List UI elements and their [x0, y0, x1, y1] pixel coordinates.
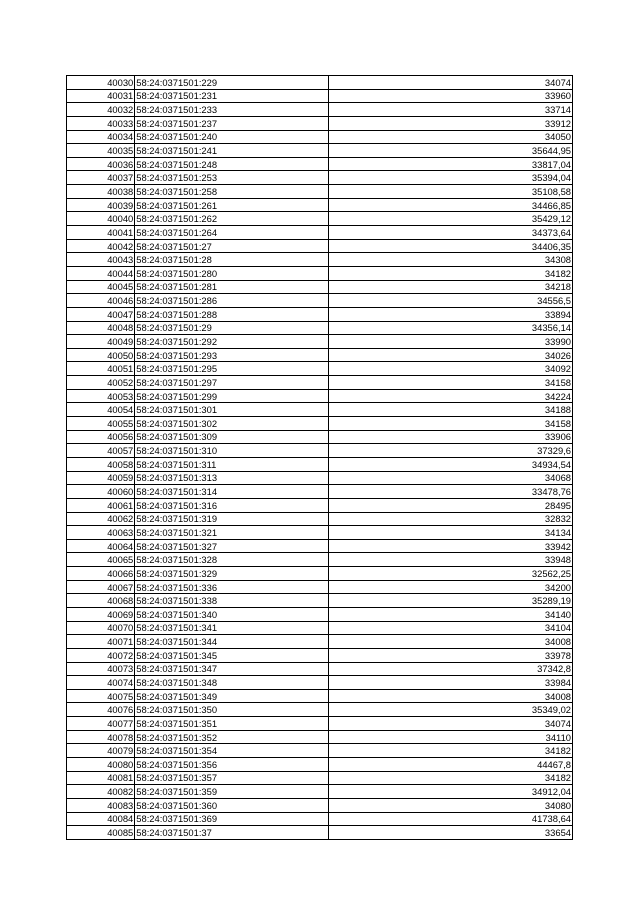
row-id-cell: 40073 — [67, 662, 135, 676]
table-row — [67, 676, 573, 690]
value-cell: 33990 — [329, 335, 573, 349]
row-id-cell: 40074 — [67, 676, 135, 690]
cadastral-number-cell: 58:24:0371501:253 — [135, 171, 329, 185]
value-cell: 34466,85 — [329, 198, 573, 212]
cadastral-number-cell: 58:24:0371501:233 — [135, 103, 329, 117]
table-row — [67, 171, 573, 185]
row-id-cell: 40052 — [67, 376, 135, 390]
cadastral-number-cell: 58:24:0371501:316 — [135, 498, 329, 512]
table-row — [67, 417, 573, 431]
row-id-cell: 40068 — [67, 594, 135, 608]
value-cell: 34182 — [329, 266, 573, 280]
cadastral-number-cell: 58:24:0371501:321 — [135, 526, 329, 540]
table-row — [67, 812, 573, 826]
row-id-cell: 40061 — [67, 498, 135, 512]
row-id-cell: 40060 — [67, 485, 135, 499]
cadastral-number-cell: 58:24:0371501:345 — [135, 648, 329, 662]
table-row — [67, 389, 573, 403]
row-id-cell: 40070 — [67, 621, 135, 635]
value-cell: 34912,04 — [329, 785, 573, 799]
value-cell: 34080 — [329, 798, 573, 812]
row-id-cell: 40032 — [67, 103, 135, 117]
cadastral-number-cell: 58:24:0371501:310 — [135, 444, 329, 458]
value-cell: 34134 — [329, 526, 573, 540]
table-row — [67, 266, 573, 280]
table-row — [67, 212, 573, 226]
value-cell: 34200 — [329, 580, 573, 594]
cadastral-number-cell: 58:24:0371501:27 — [135, 239, 329, 253]
row-id-cell: 40054 — [67, 403, 135, 417]
table-row — [67, 76, 573, 90]
table-row — [67, 553, 573, 567]
data-table — [66, 75, 573, 840]
table-row — [67, 130, 573, 144]
cadastral-number-cell: 58:24:0371501:281 — [135, 280, 329, 294]
row-id-cell: 40069 — [67, 607, 135, 621]
value-cell: 34026 — [329, 348, 573, 362]
table-row — [67, 185, 573, 199]
value-cell: 37342,8 — [329, 662, 573, 676]
value-cell: 34934,54 — [329, 457, 573, 471]
row-id-cell: 40044 — [67, 266, 135, 280]
row-id-cell: 40065 — [67, 553, 135, 567]
row-id-cell: 40072 — [67, 648, 135, 662]
value-cell: 35108,58 — [329, 185, 573, 199]
table-row — [67, 689, 573, 703]
table-row — [67, 717, 573, 731]
row-id-cell: 40076 — [67, 703, 135, 717]
table-row — [67, 471, 573, 485]
value-cell: 33948 — [329, 553, 573, 567]
row-id-cell: 40067 — [67, 580, 135, 594]
row-id-cell: 40081 — [67, 771, 135, 785]
table-row — [67, 198, 573, 212]
cadastral-number-cell: 58:24:0371501:297 — [135, 376, 329, 390]
cadastral-number-cell: 58:24:0371501:357 — [135, 771, 329, 785]
row-id-cell: 40084 — [67, 812, 135, 826]
cadastral-number-cell: 58:24:0371501:313 — [135, 471, 329, 485]
row-id-cell: 40062 — [67, 512, 135, 526]
row-id-cell: 40042 — [67, 239, 135, 253]
cadastral-number-cell: 58:24:0371501:354 — [135, 744, 329, 758]
cadastral-number-cell: 58:24:0371501:28 — [135, 253, 329, 267]
row-id-cell: 40041 — [67, 226, 135, 240]
cadastral-number-cell: 58:24:0371501:351 — [135, 717, 329, 731]
row-id-cell: 40037 — [67, 171, 135, 185]
value-cell: 34182 — [329, 771, 573, 785]
cadastral-number-cell: 58:24:0371501:37 — [135, 826, 329, 840]
row-id-cell: 40085 — [67, 826, 135, 840]
value-cell: 35289,19 — [329, 594, 573, 608]
table-row — [67, 103, 573, 117]
cadastral-number-cell: 58:24:0371501:288 — [135, 307, 329, 321]
table-row — [67, 512, 573, 526]
cadastral-number-cell: 58:24:0371501:350 — [135, 703, 329, 717]
row-id-cell: 40030 — [67, 76, 135, 90]
value-cell: 33906 — [329, 430, 573, 444]
table-row — [67, 157, 573, 171]
row-id-cell: 40034 — [67, 130, 135, 144]
cadastral-number-cell: 58:24:0371501:237 — [135, 116, 329, 130]
cadastral-number-cell: 58:24:0371501:280 — [135, 266, 329, 280]
table-row — [67, 635, 573, 649]
cadastral-number-cell: 58:24:0371501:344 — [135, 635, 329, 649]
cadastral-number-cell: 58:24:0371501:328 — [135, 553, 329, 567]
table-row — [67, 253, 573, 267]
cadastral-number-cell: 58:24:0371501:261 — [135, 198, 329, 212]
row-id-cell: 40056 — [67, 430, 135, 444]
value-cell: 34158 — [329, 417, 573, 431]
value-cell: 34110 — [329, 730, 573, 744]
row-id-cell: 40075 — [67, 689, 135, 703]
value-cell: 34140 — [329, 607, 573, 621]
value-cell: 34224 — [329, 389, 573, 403]
value-cell: 34074 — [329, 76, 573, 90]
cadastral-number-cell: 58:24:0371501:349 — [135, 689, 329, 703]
value-cell: 33960 — [329, 89, 573, 103]
row-id-cell: 40043 — [67, 253, 135, 267]
row-id-cell: 40046 — [67, 294, 135, 308]
row-id-cell: 40063 — [67, 526, 135, 540]
row-id-cell: 40045 — [67, 280, 135, 294]
table-row — [67, 580, 573, 594]
value-cell: 41738,64 — [329, 812, 573, 826]
value-cell: 34373,64 — [329, 226, 573, 240]
row-id-cell: 40039 — [67, 198, 135, 212]
table-row — [67, 771, 573, 785]
row-id-cell: 40036 — [67, 157, 135, 171]
cadastral-number-cell: 58:24:0371501:329 — [135, 567, 329, 581]
cadastral-number-cell: 58:24:0371501:262 — [135, 212, 329, 226]
cadastral-number-cell: 58:24:0371501:295 — [135, 362, 329, 376]
value-cell: 33714 — [329, 103, 573, 117]
cadastral-number-cell: 58:24:0371501:319 — [135, 512, 329, 526]
table-row — [67, 703, 573, 717]
row-id-cell: 40066 — [67, 567, 135, 581]
cadastral-number-cell: 58:24:0371501:29 — [135, 321, 329, 335]
value-cell: 44467,8 — [329, 758, 573, 772]
cadastral-number-cell: 58:24:0371501:258 — [135, 185, 329, 199]
value-cell: 34104 — [329, 621, 573, 635]
cadastral-number-cell: 58:24:0371501:240 — [135, 130, 329, 144]
table-row — [67, 648, 573, 662]
row-id-cell: 40051 — [67, 362, 135, 376]
table-row — [67, 280, 573, 294]
value-cell: 34308 — [329, 253, 573, 267]
table-row — [67, 294, 573, 308]
table-row — [67, 116, 573, 130]
table-row — [67, 403, 573, 417]
table-row — [67, 335, 573, 349]
row-id-cell: 40079 — [67, 744, 135, 758]
row-id-cell: 40083 — [67, 798, 135, 812]
value-cell: 37329,6 — [329, 444, 573, 458]
cadastral-number-cell: 58:24:0371501:301 — [135, 403, 329, 417]
cadastral-number-cell: 58:24:0371501:314 — [135, 485, 329, 499]
cadastral-number-cell: 58:24:0371501:327 — [135, 539, 329, 553]
value-cell: 32562,25 — [329, 567, 573, 581]
cadastral-number-cell: 58:24:0371501:311 — [135, 457, 329, 471]
value-cell: 34158 — [329, 376, 573, 390]
cadastral-number-cell: 58:24:0371501:359 — [135, 785, 329, 799]
table-row — [67, 526, 573, 540]
row-id-cell: 40048 — [67, 321, 135, 335]
row-id-cell: 40050 — [67, 348, 135, 362]
row-id-cell: 40047 — [67, 307, 135, 321]
table-row — [67, 457, 573, 471]
row-id-cell: 40058 — [67, 457, 135, 471]
cadastral-number-cell: 58:24:0371501:293 — [135, 348, 329, 362]
value-cell: 34074 — [329, 717, 573, 731]
value-cell: 34356,14 — [329, 321, 573, 335]
table-body — [67, 76, 573, 840]
table-row — [67, 239, 573, 253]
cadastral-number-cell: 58:24:0371501:347 — [135, 662, 329, 676]
row-id-cell: 40038 — [67, 185, 135, 199]
table-row — [67, 539, 573, 553]
value-cell: 33978 — [329, 648, 573, 662]
value-cell: 32832 — [329, 512, 573, 526]
value-cell: 28495 — [329, 498, 573, 512]
table-row — [67, 430, 573, 444]
cadastral-number-cell: 58:24:0371501:231 — [135, 89, 329, 103]
table-row — [67, 621, 573, 635]
value-cell: 33912 — [329, 116, 573, 130]
table-row — [67, 662, 573, 676]
value-cell: 34182 — [329, 744, 573, 758]
table-row — [67, 144, 573, 158]
cadastral-number-cell: 58:24:0371501:264 — [135, 226, 329, 240]
cadastral-number-cell: 58:24:0371501:286 — [135, 294, 329, 308]
cadastral-number-cell: 58:24:0371501:292 — [135, 335, 329, 349]
value-cell: 33984 — [329, 676, 573, 690]
value-cell: 33654 — [329, 826, 573, 840]
table-row — [67, 348, 573, 362]
value-cell: 34218 — [329, 280, 573, 294]
table-row — [67, 785, 573, 799]
table-row — [67, 758, 573, 772]
row-id-cell: 40077 — [67, 717, 135, 731]
row-id-cell: 40071 — [67, 635, 135, 649]
cadastral-number-cell: 58:24:0371501:352 — [135, 730, 329, 744]
row-id-cell: 40053 — [67, 389, 135, 403]
value-cell: 34008 — [329, 635, 573, 649]
cadastral-number-cell: 58:24:0371501:229 — [135, 76, 329, 90]
table-row — [67, 744, 573, 758]
row-id-cell: 40059 — [67, 471, 135, 485]
cadastral-number-cell: 58:24:0371501:309 — [135, 430, 329, 444]
row-id-cell: 40078 — [67, 730, 135, 744]
value-cell: 34008 — [329, 689, 573, 703]
value-cell: 33817,04 — [329, 157, 573, 171]
table-row — [67, 567, 573, 581]
table-row — [67, 321, 573, 335]
table-row — [67, 89, 573, 103]
value-cell: 34556,5 — [329, 294, 573, 308]
row-id-cell: 40057 — [67, 444, 135, 458]
table-row — [67, 485, 573, 499]
row-id-cell: 40040 — [67, 212, 135, 226]
row-id-cell: 40031 — [67, 89, 135, 103]
table-row — [67, 444, 573, 458]
cadastral-number-cell: 58:24:0371501:356 — [135, 758, 329, 772]
value-cell: 34092 — [329, 362, 573, 376]
value-cell: 34068 — [329, 471, 573, 485]
cadastral-number-cell: 58:24:0371501:336 — [135, 580, 329, 594]
value-cell: 34050 — [329, 130, 573, 144]
value-cell: 34406,35 — [329, 239, 573, 253]
row-id-cell: 40035 — [67, 144, 135, 158]
cadastral-number-cell: 58:24:0371501:248 — [135, 157, 329, 171]
value-cell: 35349,02 — [329, 703, 573, 717]
row-id-cell: 40064 — [67, 539, 135, 553]
cadastral-number-cell: 58:24:0371501:360 — [135, 798, 329, 812]
table-row — [67, 498, 573, 512]
value-cell: 33478,76 — [329, 485, 573, 499]
value-cell: 35429,12 — [329, 212, 573, 226]
cadastral-number-cell: 58:24:0371501:299 — [135, 389, 329, 403]
cadastral-number-cell: 58:24:0371501:302 — [135, 417, 329, 431]
cadastral-number-cell: 58:24:0371501:241 — [135, 144, 329, 158]
cadastral-number-cell: 58:24:0371501:340 — [135, 607, 329, 621]
value-cell: 33894 — [329, 307, 573, 321]
value-cell: 34188 — [329, 403, 573, 417]
table-row — [67, 307, 573, 321]
table-row — [67, 376, 573, 390]
table-row — [67, 226, 573, 240]
cadastral-number-cell: 58:24:0371501:338 — [135, 594, 329, 608]
table-row — [67, 730, 573, 744]
cadastral-number-cell: 58:24:0371501:369 — [135, 812, 329, 826]
table-row — [67, 607, 573, 621]
cadastral-number-cell: 58:24:0371501:341 — [135, 621, 329, 635]
table-row — [67, 362, 573, 376]
row-id-cell: 40033 — [67, 116, 135, 130]
row-id-cell: 40055 — [67, 417, 135, 431]
value-cell: 35644,95 — [329, 144, 573, 158]
table-row — [67, 826, 573, 840]
row-id-cell: 40080 — [67, 758, 135, 772]
value-cell: 33942 — [329, 539, 573, 553]
table-row — [67, 798, 573, 812]
row-id-cell: 40082 — [67, 785, 135, 799]
row-id-cell: 40049 — [67, 335, 135, 349]
cadastral-number-cell: 58:24:0371501:348 — [135, 676, 329, 690]
table-row — [67, 594, 573, 608]
value-cell: 35394,04 — [329, 171, 573, 185]
